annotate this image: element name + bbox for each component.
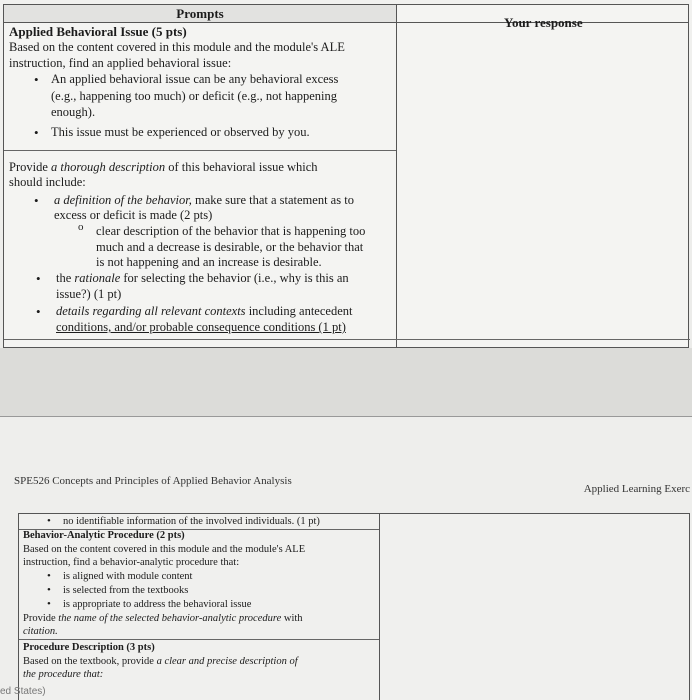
- text-run: for selecting the behavior (i.e., why is this an: [120, 271, 349, 285]
- sub-bullet-text: is not happening and an increase is desirable.: [96, 255, 322, 269]
- bullet-text: enough).: [51, 105, 96, 119]
- text-run-italic: the name of the selected behavior-analytic procedure: [58, 613, 282, 624]
- text-run: Provide: [9, 160, 52, 174]
- bullet-text: [56, 271, 349, 287]
- procedure-table: [18, 513, 690, 700]
- procedure-intro: instruction, find a behavior-analytic procedure that:: [23, 557, 240, 568]
- column-divider: [396, 5, 397, 347]
- bullet-text: (e.g., happening too much) or deficit (e.g., not happening: [51, 89, 338, 103]
- row-divider: [4, 339, 690, 340]
- section-intro-line: instruction, find an applied behavioral issue:: [9, 56, 232, 70]
- text-run: make sure that a statement as to: [191, 193, 354, 207]
- procedure-intro: Based on the content covered in this module and the module's ALE: [23, 544, 306, 555]
- footer-fragment: ed States): [0, 686, 46, 697]
- bullet-text: is aligned with module content: [63, 571, 193, 582]
- second-page: [0, 416, 692, 700]
- text-run-italic: rationale: [74, 271, 121, 285]
- procedure-citation: citation.: [23, 626, 58, 637]
- page-gap: [0, 348, 692, 416]
- section-title: Applied Behavioral Issue (5 pts): [9, 24, 187, 39]
- text-run: Based on the textbook, provide: [23, 656, 157, 667]
- bullet-dot: •: [47, 584, 51, 596]
- table-header-row: [4, 5, 688, 23]
- description-intro: [23, 655, 298, 668]
- bullet-text: excess or deficit is made (2 pts): [54, 208, 213, 222]
- bullet-text: This issue must be experienced or observed by you.: [51, 125, 310, 139]
- sub-bullet-text: much and a decrease is desirable, or the behavior that: [96, 240, 364, 254]
- bullet-text: no identifiable information of the involved individuals. (1 pt): [63, 516, 320, 527]
- row-divider: [19, 639, 379, 640]
- text-run-italic: a definition of the behavior,: [54, 193, 192, 207]
- bullet-dot: •: [34, 193, 39, 208]
- bullet-dot: •: [47, 515, 51, 527]
- bullet-text: is appropriate to address the behavioral issue: [63, 599, 252, 610]
- text-run-italic: a clear and precise description of: [156, 656, 298, 667]
- bullet-dot: •: [36, 304, 41, 319]
- bullet-dot: •: [36, 271, 41, 286]
- rubric-table: [3, 4, 689, 348]
- row-divider: [4, 150, 396, 151]
- bullet-text: conditions, and/or probable consequence conditions (1 pt): [56, 320, 346, 334]
- text-run-italic: a thorough description: [51, 160, 166, 174]
- description-prompt-line: should include:: [9, 175, 86, 189]
- column-divider: [379, 514, 380, 700]
- description-title: Procedure Description (3 pts): [23, 642, 155, 653]
- bullet-dot: •: [47, 570, 51, 582]
- text-run: Provide: [23, 613, 59, 624]
- bullet-text: is selected from the textbooks: [63, 585, 189, 596]
- bullet-text: [56, 304, 352, 320]
- description-intro: the procedure that:: [23, 669, 104, 680]
- text-run: including antecedent: [245, 304, 353, 318]
- header-right-text: Applied Learning Exerc: [583, 483, 690, 495]
- text-run: the: [56, 271, 75, 285]
- text-run-italic: contexts: [204, 304, 246, 318]
- sub-bullet-text: clear description of the behavior that is happening too: [96, 224, 366, 238]
- bullet-text: An applied behavioral issue can be any behavioral excess: [51, 72, 339, 86]
- response-header: Your response: [504, 15, 583, 30]
- description-prompt: [9, 160, 318, 176]
- procedure-title: Behavior-Analytic Procedure (2 pts): [23, 530, 185, 541]
- text-run: of this behavioral issue which: [165, 160, 318, 174]
- bullet-dot: •: [47, 598, 51, 610]
- procedure-provide: [23, 612, 303, 625]
- bullet-dot: •: [34, 72, 39, 87]
- bullet-dot: •: [34, 125, 39, 140]
- bullet-text: issue?) (1 pt): [56, 287, 122, 301]
- course-title: SPE526 Concepts and Principles of Applied Behavior Analysis: [14, 475, 292, 487]
- text-run-italic: details regarding all relevant: [56, 304, 205, 318]
- bullet-text: [54, 193, 354, 209]
- section-intro-line: Based on the content covered in this module and the module's ALE: [9, 40, 345, 54]
- prompts-header: Prompts: [4, 5, 396, 22]
- sub-bullet-circle: o: [78, 221, 84, 233]
- text-run: with: [281, 613, 303, 624]
